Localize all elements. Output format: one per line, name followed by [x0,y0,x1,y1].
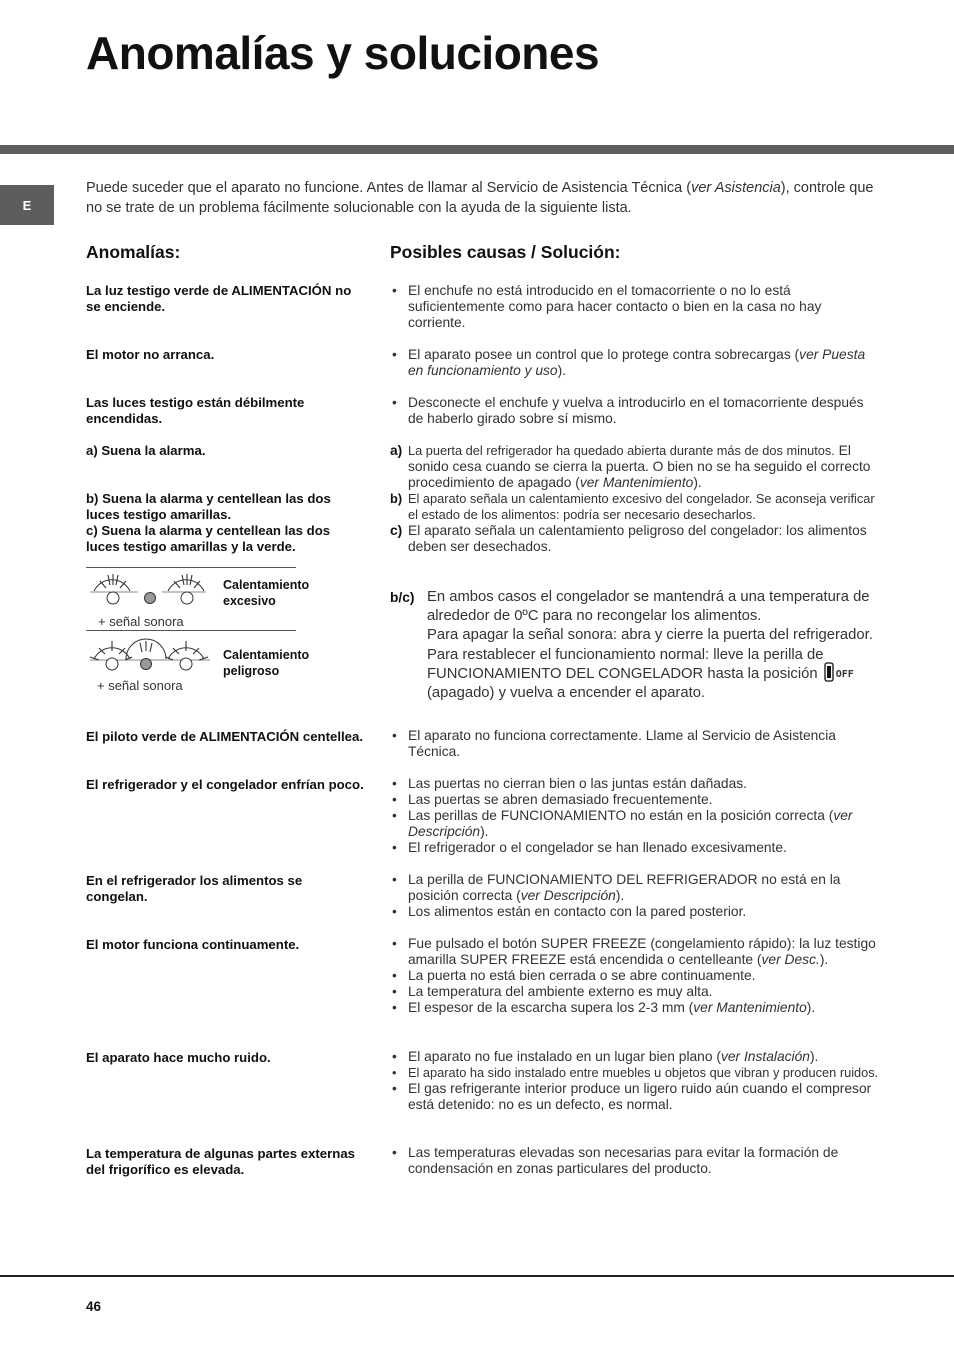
separator-line [86,567,296,568]
solution-text-block [427,626,880,703]
intro-text-end: ), controle que no se trate de un problema fácilmente solucionable con la ayuda de la siguiente lista. [86,180,874,216]
solution-ref: ver Desc. [761,952,820,967]
solution-item: • El enchufe no está introducido en el tomacorriente o no lo está suficientemente como para hacer contacto o bien en la casa no hay corriente. [390,283,880,331]
item-label: c) [390,523,403,538]
solution-item [390,347,880,379]
intro-ref: ver Asistencia [691,180,781,196]
anomaly-cooling-weak: El refrigerador y el congelador enfrían poco. [86,777,364,792]
anomaly-text-end: no se enciende. [86,283,352,314]
page-number: 46 [86,1299,102,1314]
anomaly-alarm-c: c) Suena la alarma y centellean las dos luces testigo amarillas y la verde. [86,523,331,554]
solution-alarm [390,443,880,555]
anomaly-text-end: centellea. [299,729,363,744]
solution-cooling-weak [390,776,880,856]
solution-food-freezes [390,872,880,920]
solution-item [390,808,880,840]
solution-item: • Las puertas no cierran bien o las juntas están dañadas. [390,776,880,792]
item-label: a) [390,443,403,458]
solution-text: La puerta del refrigerador ha quedado abierta durante más de dos minutos. [408,443,835,458]
solution-text: El aparato señala un calentamiento excesivo del congelador. Se aconseja verificar el estado de los alimentos: podría ser necesario desecharlos. [408,491,875,522]
solutions-heading: Posibles causas / Solución: [390,242,621,262]
anomaly-motor-continuous: El motor funciona continuamente. [86,937,300,952]
item-label: b) [390,491,403,506]
solution-item: • El aparato no funciona correctamente. Llame al Servicio de Asistencia Técnica. [390,728,880,760]
solution-text: El aparato no fue instalado en un lugar bien plano ( [408,1049,721,1064]
solution-text-end: ). [693,475,702,490]
solution-text: El aparato señala un calentamiento peligroso del congelador: los alimentos deben ser desechados. [408,523,867,554]
warning-dangerous-label: Calentamiento peligroso [223,648,310,678]
solution-item: • Desconecte el enchufe y vuelva a introducirlo en el tomacorriente después de haberlo girado sobre sí mismo. [390,395,880,427]
anomaly-alarm-b: b) Suena la alarma y centellean las dos luces testigo amarillas. [86,491,331,522]
solution-motor-continuous [390,936,880,1016]
solution-power-light [390,283,880,331]
solution-text-end: ). [809,1049,819,1064]
intro-paragraph [86,178,876,218]
solution-text: El sonido cesa cuando se cierra la puerta. O bien no se ha seguido el correcto procedimiento de apagado ( [408,443,871,490]
solution-text-end: ). [480,824,489,839]
solution-item: • El refrigerador o el congelador se han llenado excesivamente. [390,840,880,856]
solution-ref: ver Descripción [520,888,616,903]
anomaly-noise: El aparato hace mucho ruido. [86,1050,271,1065]
solution-text: El espesor de la escarcha supera los 2-3 mm ( [408,1000,694,1015]
solution-alarm-bc [390,588,880,703]
anomaly-dim-lights: Las luces testigo están débilmente encendidas. [86,395,305,426]
anomaly-motor-no-start: El motor no arranca. [86,347,215,362]
page-title: Anomalías y soluciones [86,27,600,79]
solution-noise [390,1049,880,1113]
solution-item: • Las temperaturas elevadas son necesarias para evitar la formación de condensación en zonas particulares del producto. [390,1145,880,1177]
solution-text: Fue pulsado el botón SUPER FREEZE (congelamiento rápido): la luz testigo amarilla SUPER FREEZE está encendida o centelleante ( [408,936,876,967]
separator-line [86,630,296,631]
solution-item [390,936,880,968]
solution-dim-lights [390,395,880,427]
anomaly-text-emph: ALIMENTACIÓN [199,729,300,744]
solution-ref: ver Instalación [720,1049,810,1064]
item-label: b/c) [390,590,415,605]
sound-signal-label: + señal sonora [98,614,184,629]
anomaly-food-freezes: En el refrigerador los alimentos se congelan. [86,873,303,904]
footer-line [0,1275,954,1277]
sound-signal-label: + señal sonora [97,678,183,693]
solution-alarm-b [390,491,880,523]
solution-text: La perilla de FUNCIONAMIENTO DEL REFRIGERADOR no está en la posición correcta ( [408,872,841,903]
solution-item [390,1049,880,1065]
anomaly-text: El piloto verde de [86,729,200,744]
anomaly-external-heat: La temperatura de algunas partes externas del frigorífico es elevada. [86,1146,355,1177]
solution-power-blinks [390,728,880,760]
warning-excessive-label: Calentamiento excesivo [223,578,310,608]
solution-item: • La puerta no está bien cerrada o se abre continuamente. [390,968,880,984]
solution-text-end: ). [557,363,567,378]
anomaly-alarm-a: a) Suena la alarma. [86,443,206,458]
solution-external-heat [390,1145,880,1177]
solution-text-end: ). [806,1000,816,1015]
solution-text: El aparato posee un control que lo protege contra sobrecargas ( [408,347,800,362]
freezer-knob-icon [824,662,834,682]
anomaly-power-light [86,283,366,315]
solution-text: En ambos casos el congelador se mantendrá a una temperatura de alrededor de 0ºC para no recongelar los alimentos. [427,589,870,625]
warning-lights-dangerous-icon [86,638,216,678]
solution-ref: ver Mantenimiento [693,1000,807,1015]
header-bar [0,145,954,154]
solution-text-end: ). [615,888,625,903]
solution-item: • El gas refrigerante interior produce un ligero ruido aún cuando el compresor está detenido: no es un defecto, es normal. [390,1081,880,1113]
solution-ref: ver Mantenimiento [579,475,694,490]
solution-item: • El aparato ha sido instalado entre muebles u objetos que vibran y producen ruidos. [390,1065,880,1081]
solution-text-end: ). [819,952,829,967]
solution-item: • Las puertas se abren demasiado frecuentemente. [390,792,880,808]
anomalies-heading: Anomalías: [86,242,181,262]
solution-ref: ver Descripción [408,808,853,839]
solution-text: Para apagar la señal sonora: abra y cierre la puerta del refrigerador. Para restablecer el funcionamiento normal: lleve la perilla de FUNCIONAMIENTO DEL CONGELADOR hasta la posición [427,627,873,682]
warning-lights-excessive-icon [86,570,216,610]
solution-item [390,872,880,904]
solution-item [390,1000,880,1016]
anomaly-power-blinks [86,729,366,745]
solution-ref: ver Puesta en funcionamiento y uso [408,347,866,378]
anomaly-text-emph: ALIMENTACIÓN [231,283,332,298]
solution-motor-no-start [390,347,880,379]
anomaly-text: La luz testigo verde de [86,283,232,298]
off-position-label: OFF [835,668,854,680]
solution-alarm-c [390,523,880,555]
language-tab: E [0,185,54,225]
solution-alarm-a [390,443,880,491]
solution-text: Las perillas de FUNCIONAMIENTO no están en la posición correcta ( [408,808,834,823]
solution-bc-text [390,588,880,703]
solution-text-end: (apagado) y vuelva a encender el aparato. [427,685,706,702]
solution-item: • La temperatura del ambiente externo es muy alta. [390,984,880,1000]
solution-item: • Los alimentos están en contacto con la pared posterior. [390,904,880,920]
intro-text: Puede suceder que el aparato no funcione. Antes de llamar al Servicio de Asistencia Técnica ( [86,180,692,196]
